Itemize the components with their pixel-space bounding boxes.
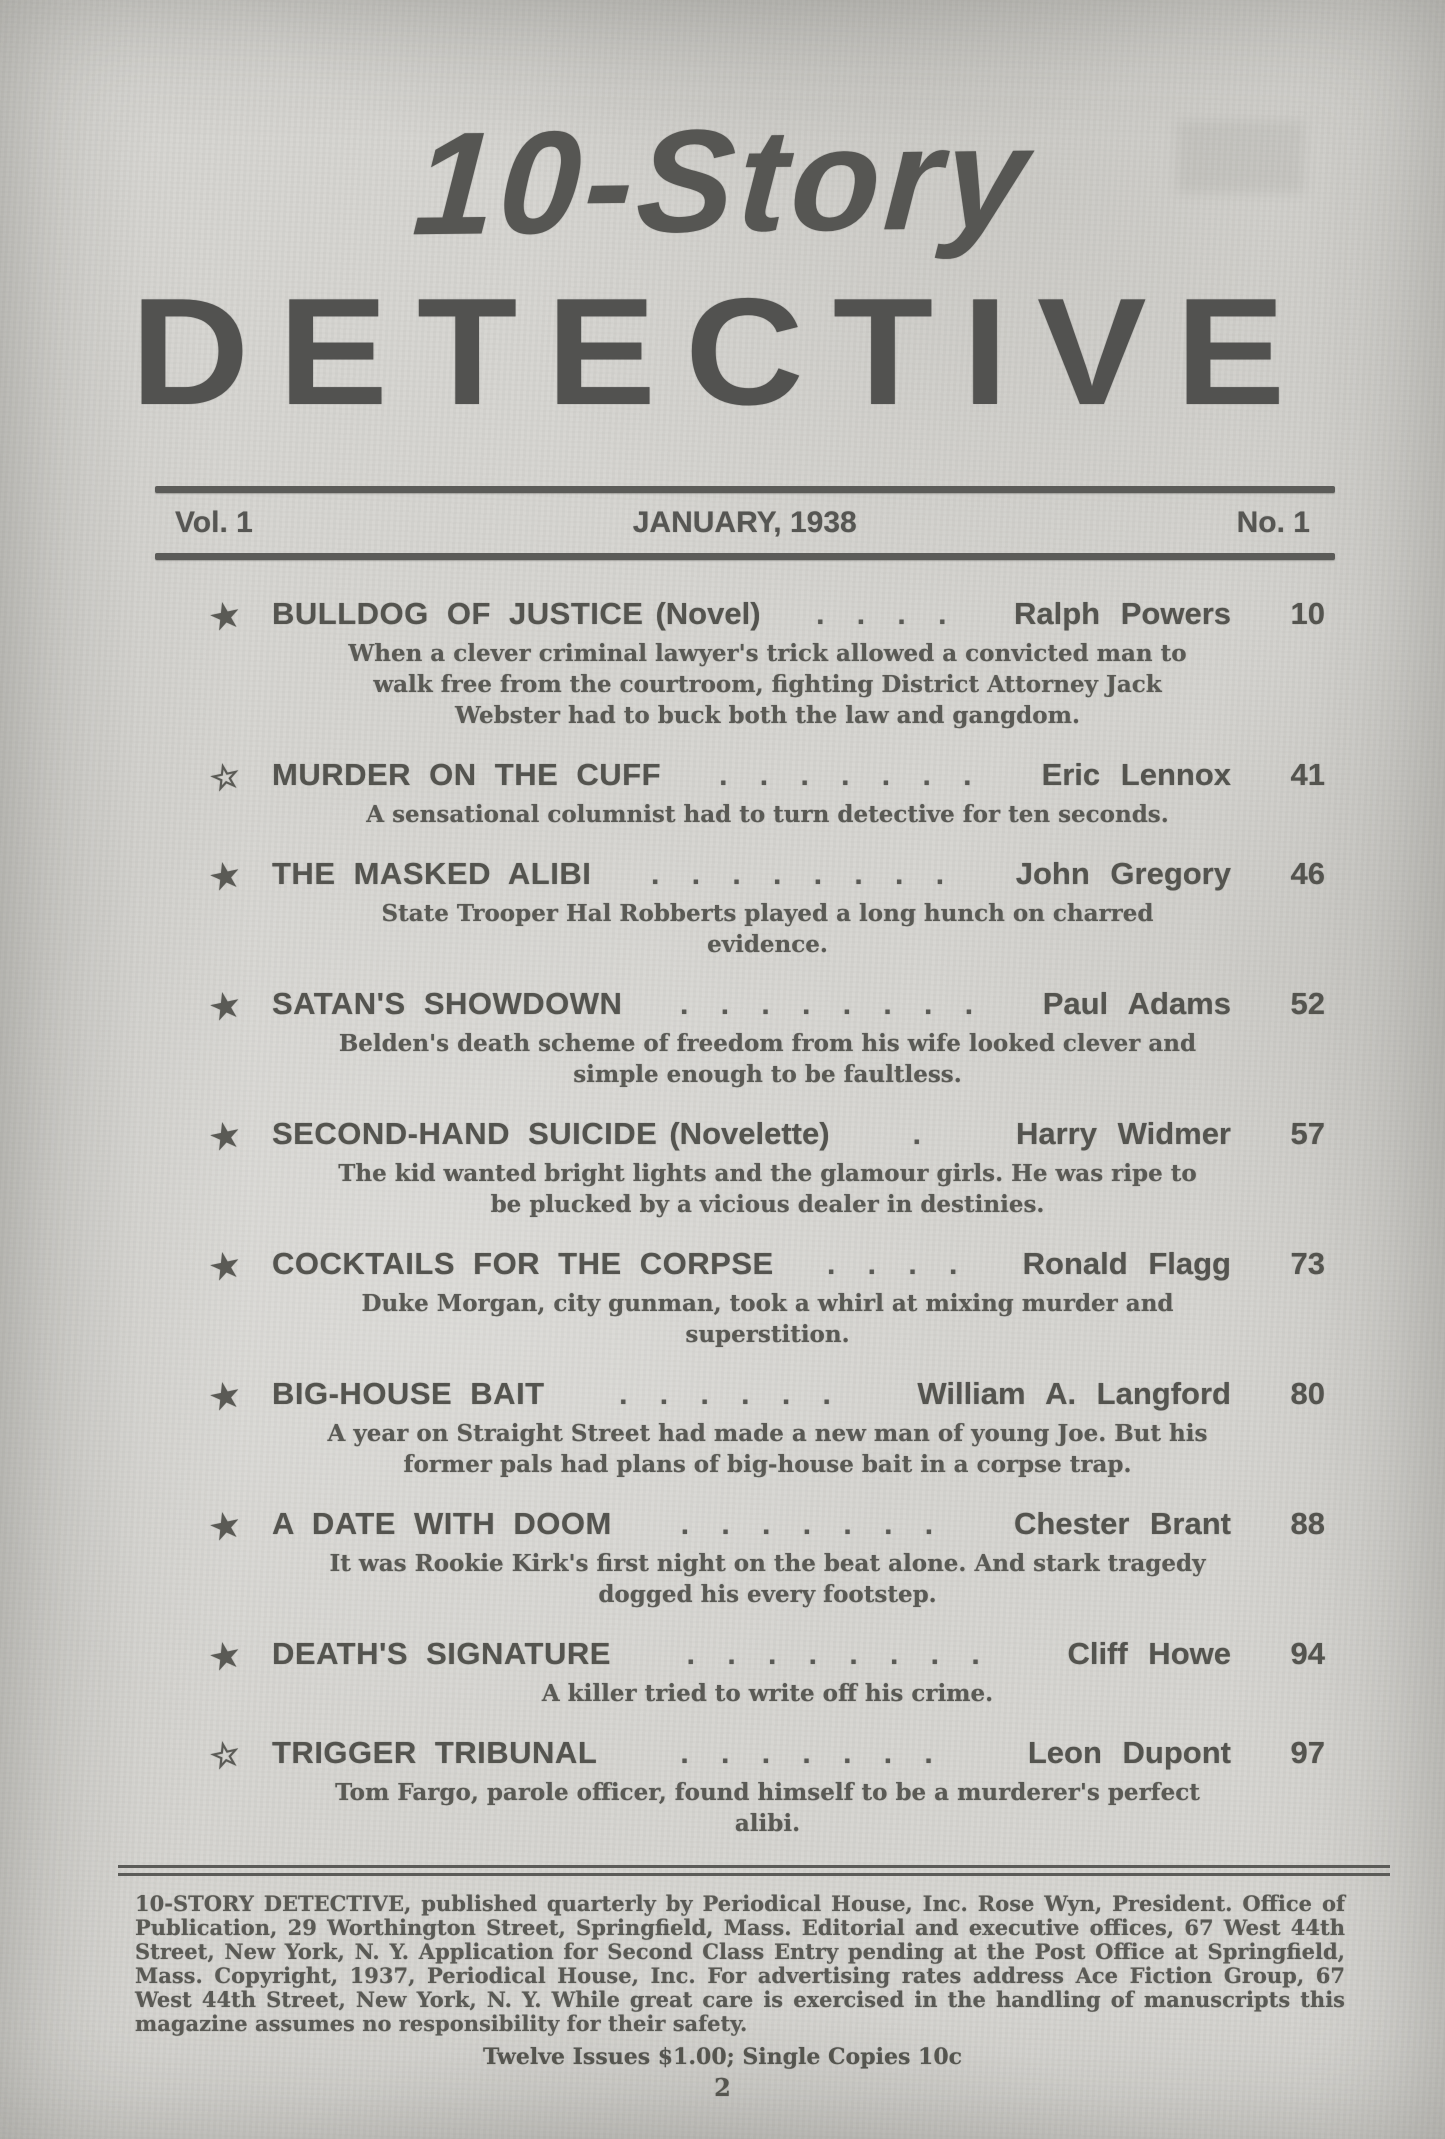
star-icon: ☆ bbox=[206, 755, 244, 799]
toc-entry bbox=[206, 1504, 1325, 1610]
story-page-number: 88 bbox=[1290, 1506, 1325, 1541]
toc-entry bbox=[206, 1374, 1325, 1480]
story-title: A DATE WITH DOOM bbox=[272, 1506, 612, 1541]
leader-dots-icon: . . . . bbox=[816, 598, 959, 631]
header-rule-top bbox=[155, 486, 1335, 493]
leader-dots-icon: . . . . . . . bbox=[680, 1508, 946, 1541]
price-line: Twelve Issues $1.00; Single Copies 10c bbox=[482, 2044, 963, 2070]
story-author: Ralph Powers bbox=[1014, 596, 1231, 631]
story-title: SECOND-HAND SUICIDE bbox=[272, 1116, 658, 1151]
story-page-number: 73 bbox=[1290, 1246, 1325, 1281]
story-author: Paul Adams bbox=[1042, 986, 1231, 1021]
leader-dots-icon: . . . . . . bbox=[619, 1378, 843, 1411]
issue-info-bar bbox=[175, 506, 1310, 540]
story-author: John Gregory bbox=[1015, 856, 1231, 891]
story-author: Cliff Howe bbox=[1067, 1636, 1231, 1671]
story-page-number: 10 bbox=[1290, 596, 1325, 631]
toc-entry bbox=[206, 594, 1325, 731]
leader-dots-icon: . . . . . . . bbox=[680, 1737, 945, 1770]
story-type-annotation: (Novelette) bbox=[669, 1116, 830, 1151]
story-page-number: 80 bbox=[1290, 1376, 1325, 1411]
issue-date: JANUARY, 1938 bbox=[632, 506, 857, 539]
story-page-number: 52 bbox=[1290, 986, 1325, 1021]
toc-entry bbox=[206, 1634, 1325, 1709]
story-page-number: 46 bbox=[1290, 856, 1325, 891]
story-title: MURDER ON THE CUFF bbox=[272, 757, 662, 792]
story-description: A year on Straight Street had made a new man of young Joe. But his former pals had plans of big-house bait in a corpse trap. bbox=[327, 1420, 1208, 1478]
star-icon: ★ bbox=[206, 1634, 244, 1678]
toc-entry bbox=[206, 1244, 1325, 1350]
story-description: State Trooper Hal Robberts played a long hunch on charred evidence. bbox=[381, 900, 1154, 958]
page-bleed-through: ███ bbox=[1177, 121, 1305, 188]
star-icon: ★ bbox=[206, 1504, 244, 1548]
star-icon: ★ bbox=[206, 594, 244, 638]
star-icon: ★ bbox=[206, 854, 244, 898]
story-type-annotation: (Novel) bbox=[655, 596, 761, 631]
story-author: Ronald Flagg bbox=[1022, 1246, 1231, 1281]
story-page-number: 57 bbox=[1290, 1116, 1325, 1151]
toc-entry bbox=[206, 1733, 1325, 1839]
story-title: THE MASKED ALIBI bbox=[272, 856, 592, 891]
toc-list bbox=[206, 594, 1325, 1839]
story-author: Eric Lennox bbox=[1041, 757, 1231, 792]
imprint-text: 10-STORY DETECTIVE, published quarterly by Periodical House, Inc. Rose Wyn, President. Office of Publication, 29 Worthington Street, Springfield, Mass. Editorial and executive offices, 67 West 44th Street, New York, N. Y. Application for Second Class Entry pending at the Post Office at Springfield, Mass. Copyright, 1937, Periodical House, Inc. For advertising rates address Ace Fiction Group, 67 West 44th Street, New York, N. Y. While great care is exercised in the handling of manuscripts this magazine assumes no responsibility for their safety. bbox=[135, 1891, 1345, 2036]
toc-entry bbox=[206, 1114, 1325, 1220]
story-description: When a clever criminal lawyer's trick allowed a convicted man to walk free from the courtroom, fighting District Attorney Jack Webster had to buck both the law and gangdom. bbox=[348, 640, 1187, 729]
story-description: Tom Fargo, parole officer, found himself to be a murderer's perfect alibi. bbox=[335, 1779, 1200, 1837]
star-icon: ★ bbox=[206, 984, 244, 1028]
story-title: TRIGGER TRIBUNAL bbox=[272, 1735, 598, 1770]
story-page-number: 94 bbox=[1290, 1636, 1325, 1671]
star-icon: ★ bbox=[206, 1374, 244, 1418]
story-title: SATAN'S SHOWDOWN bbox=[272, 986, 623, 1021]
star-icon: ★ bbox=[206, 1244, 244, 1288]
story-description: It was Rookie Kirk's first night on the beat alone. And stark tragedy dogged his every footstep. bbox=[329, 1550, 1206, 1608]
story-title: DEATH'S SIGNATURE bbox=[272, 1636, 611, 1671]
story-author: Chester Brant bbox=[1014, 1506, 1231, 1541]
leader-dots-icon: . . . . . . . . bbox=[680, 988, 986, 1021]
story-description: A sensational columnist had to turn detective for ten seconds. bbox=[366, 801, 1169, 828]
story-page-number: 41 bbox=[1290, 757, 1325, 792]
star-icon: ★ bbox=[206, 1114, 244, 1158]
story-title: BIG-HOUSE BAIT bbox=[272, 1376, 545, 1411]
toc-entry bbox=[206, 854, 1325, 960]
story-title: BULLDOG OF JUSTICE bbox=[272, 596, 644, 631]
leader-dots-icon: . bbox=[912, 1118, 933, 1151]
toc-entry bbox=[206, 984, 1325, 1090]
leader-dots-icon: . . . . . . . . bbox=[686, 1638, 992, 1671]
story-author: Harry Widmer bbox=[1015, 1116, 1231, 1151]
table-of-contents bbox=[206, 594, 1325, 1839]
story-title: COCKTAILS FOR THE CORPSE bbox=[272, 1246, 774, 1281]
story-description: Belden's death scheme of freedom from his wife looked clever and simple enough to be faultless. bbox=[338, 1030, 1197, 1088]
story-description: The kid wanted bright lights and the glamour girls. He was ripe to be plucked by a vicious dealer in destinies. bbox=[338, 1160, 1197, 1218]
magazine-title: DETECTIVE bbox=[130, 267, 1315, 437]
leader-dots-icon: . . . . . . . . bbox=[651, 858, 957, 891]
story-description: Duke Morgan, city gunman, took a whirl at mixing murder and superstition. bbox=[361, 1290, 1174, 1348]
star-icon: ☆ bbox=[206, 1733, 244, 1777]
footer-double-rule bbox=[118, 1865, 1390, 1876]
masthead bbox=[0, 0, 1445, 560]
story-author: Leon Dupont bbox=[1027, 1735, 1231, 1770]
issue-number: No. 1 bbox=[1236, 506, 1310, 539]
page-footer bbox=[0, 1865, 1445, 2102]
story-page-number: 97 bbox=[1290, 1735, 1325, 1770]
toc-entry bbox=[206, 755, 1325, 830]
volume-label: Vol. 1 bbox=[175, 506, 253, 539]
page-number: 2 bbox=[714, 2073, 731, 2102]
story-description: A killer tried to write off his crime. bbox=[541, 1680, 994, 1707]
magazine-script-title: 10-Story bbox=[409, 95, 1036, 266]
header-rule-bottom bbox=[155, 553, 1335, 560]
story-author: William A. Langford bbox=[917, 1376, 1231, 1411]
leader-dots-icon: . . . . bbox=[827, 1248, 970, 1281]
leader-dots-icon: . . . . . . . bbox=[719, 759, 984, 792]
